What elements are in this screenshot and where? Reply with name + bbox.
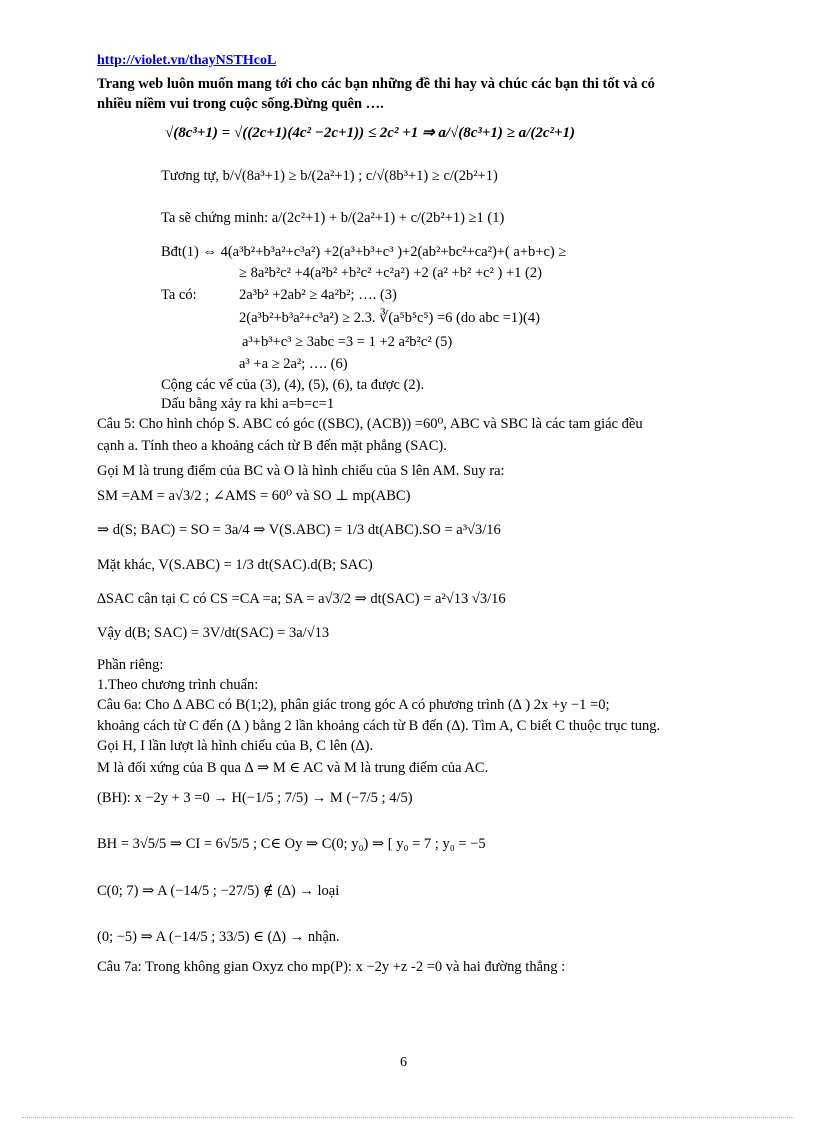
similar-inequalities: Tương tự, b/√(8a³+1) ≥ b/(2a²+1) ; c/√(8b³+1) ≥ c/(2b²+1) bbox=[161, 168, 498, 184]
cau-5-statement-2: cạnh a. Tính theo a khoảng cách từ B đến mặt phẳng (SAC). bbox=[97, 438, 447, 454]
header-promo-line-2: nhiều niềm vui trong cuộc sống.Đừng quên …. bbox=[97, 96, 384, 112]
cau-6a-case-1: C(0; 7) ⇒ A (−14/5 ; −27/5) ∉ (∆) → loại bbox=[97, 883, 340, 899]
inequality-3: 2a³b² +2ab² ≥ 4a²b²; …. (3) bbox=[239, 287, 397, 303]
inequality-6: a³ +a ≥ 2a²; …. (6) bbox=[239, 356, 348, 372]
cau-5-setup: Gọi M là trung điểm của BC và O là hình chiếu của S lên AM. Suy ra: bbox=[97, 463, 505, 479]
inequality-2: ≥ 8a²b²c² +4(a²b² +b²c² +c²a²) +2 (a² +b² +c² ) +1 (2) bbox=[239, 265, 542, 281]
cau-5-result: Vậy d(B; SAC) = 3V/dt(SAC) = 3a/√13 bbox=[97, 625, 330, 641]
cau-6a-statement-2: khoảng cách từ C đến (∆ ) bằng 2 lần khoảng cách từ B đến (∆). Tìm A, C biết C thuộc trục tung. bbox=[97, 718, 661, 734]
cau-5-volume-other: Mặt khác, V(S.ABC) = 1/3 dt(SAC).d(B; SAC) bbox=[97, 557, 373, 573]
page-bottom-rule bbox=[22, 1117, 794, 1118]
header-promo-line-1: Trang web luôn muốn mang tới cho các bạn những đề thi hay và chúc các bạn thi tốt và có bbox=[97, 76, 655, 92]
cau-5-area-sac: ∆SAC cân tại C có CS =CA =a; SA = a√3/2 ⇒ dt(SAC) = a²√13 √3/16 bbox=[97, 591, 506, 607]
equation-cauchy: √(8c³+1) = √((2c+1)(4c² −2c+1)) ≤ 2c² +1 ⇒ a/√(8c³+1) ≥ a/(2c²+1) bbox=[165, 125, 576, 141]
cau-5-sm-am: SM =AM = a√3/2 ; ∠AMS = 60⁰ và SO ⊥ mp(ABC) bbox=[97, 488, 411, 504]
header-link[interactable]: http://violet.vn/thayNSTHcoL bbox=[97, 53, 277, 68]
cau-6a-bh-line: (BH): x −2y + 3 =0 → H(−1/5 ; 7/5) → M (−7/5 ; 4/5) bbox=[97, 790, 413, 806]
cau-7a-statement: Câu 7a: Trong không gian Oxyz cho mp(P): x −2y +z -2 =0 và hai đường thẳng : bbox=[97, 959, 566, 975]
section-rieng: Phần riêng: bbox=[97, 657, 164, 673]
cau-5-statement-1: Câu 5: Cho hình chóp S. ABC có góc ((SBC), (ACB)) =60⁰, ABC và SBC là các tam giác đều bbox=[97, 416, 643, 432]
inequality-1-expanded: Bđt(1) ⇔ 4(a³b²+b³a²+c³a²) +2(a³+b³+c³ )+2(ab²+bc²+ca²)+( a+b+c) ≥ bbox=[161, 244, 567, 260]
cau-6a-case-2: (0; −5) ⇒ A (−14/5 ; 33/5) ∈ (∆) → nhận. bbox=[97, 929, 340, 945]
equality-condition: Dấu bằng xảy ra khi a=b=c=1 bbox=[161, 396, 335, 412]
we-have-label: Ta có: bbox=[161, 287, 197, 303]
cau-6a-symmetry: M là đối xứng của B qua ∆ ⇒ M ∈ AC và M là trung điểm của AC. bbox=[97, 760, 489, 776]
summing-statement: Cộng các vế của (3), (4), (5), (6), ta được (2). bbox=[161, 377, 425, 393]
cau-6a-bh-length: BH = 3√5/5 ⇒ CI = 6√5/5 ; C∈ Oy ⇒ C(0; y₀) ⇒ [ y₀ = 7 ; y₀ = −5 bbox=[97, 836, 486, 852]
inequality-5: a³+b³+c³ ≥ 3abc =3 = 1 +2 a²b²c² (5) bbox=[242, 334, 453, 350]
to-prove-inequality-1: Ta sẽ chứng minh: a/(2c²+1) + b/(2a²+1) + c/(2b²+1) ≥1 (1) bbox=[161, 210, 505, 226]
cau-6a-statement-1: Câu 6a: Cho ∆ ABC có B(1;2), phân giác trong góc A có phương trình (∆ ) 2x +y −1 =0; bbox=[97, 697, 610, 713]
cau-6a-projection: Gọi H, I lần lượt là hình chiếu của B, C lên (∆). bbox=[97, 738, 374, 754]
cau-5-distance-volume: ⇒ d(S; BAC) = SO = 3a/4 ⇒ V(S.ABC) = 1/3 dt(ABC).SO = a³√3/16 bbox=[97, 522, 501, 538]
section-chuan: 1.Theo chương trình chuẩn: bbox=[97, 677, 259, 693]
page-number: 6 bbox=[400, 1055, 407, 1070]
inequality-4: 2(a³b²+b³a²+c³a²) ≥ 2.3. ∛(a⁵b⁵c⁵) =6 (do abc =1)(4) bbox=[239, 310, 540, 326]
